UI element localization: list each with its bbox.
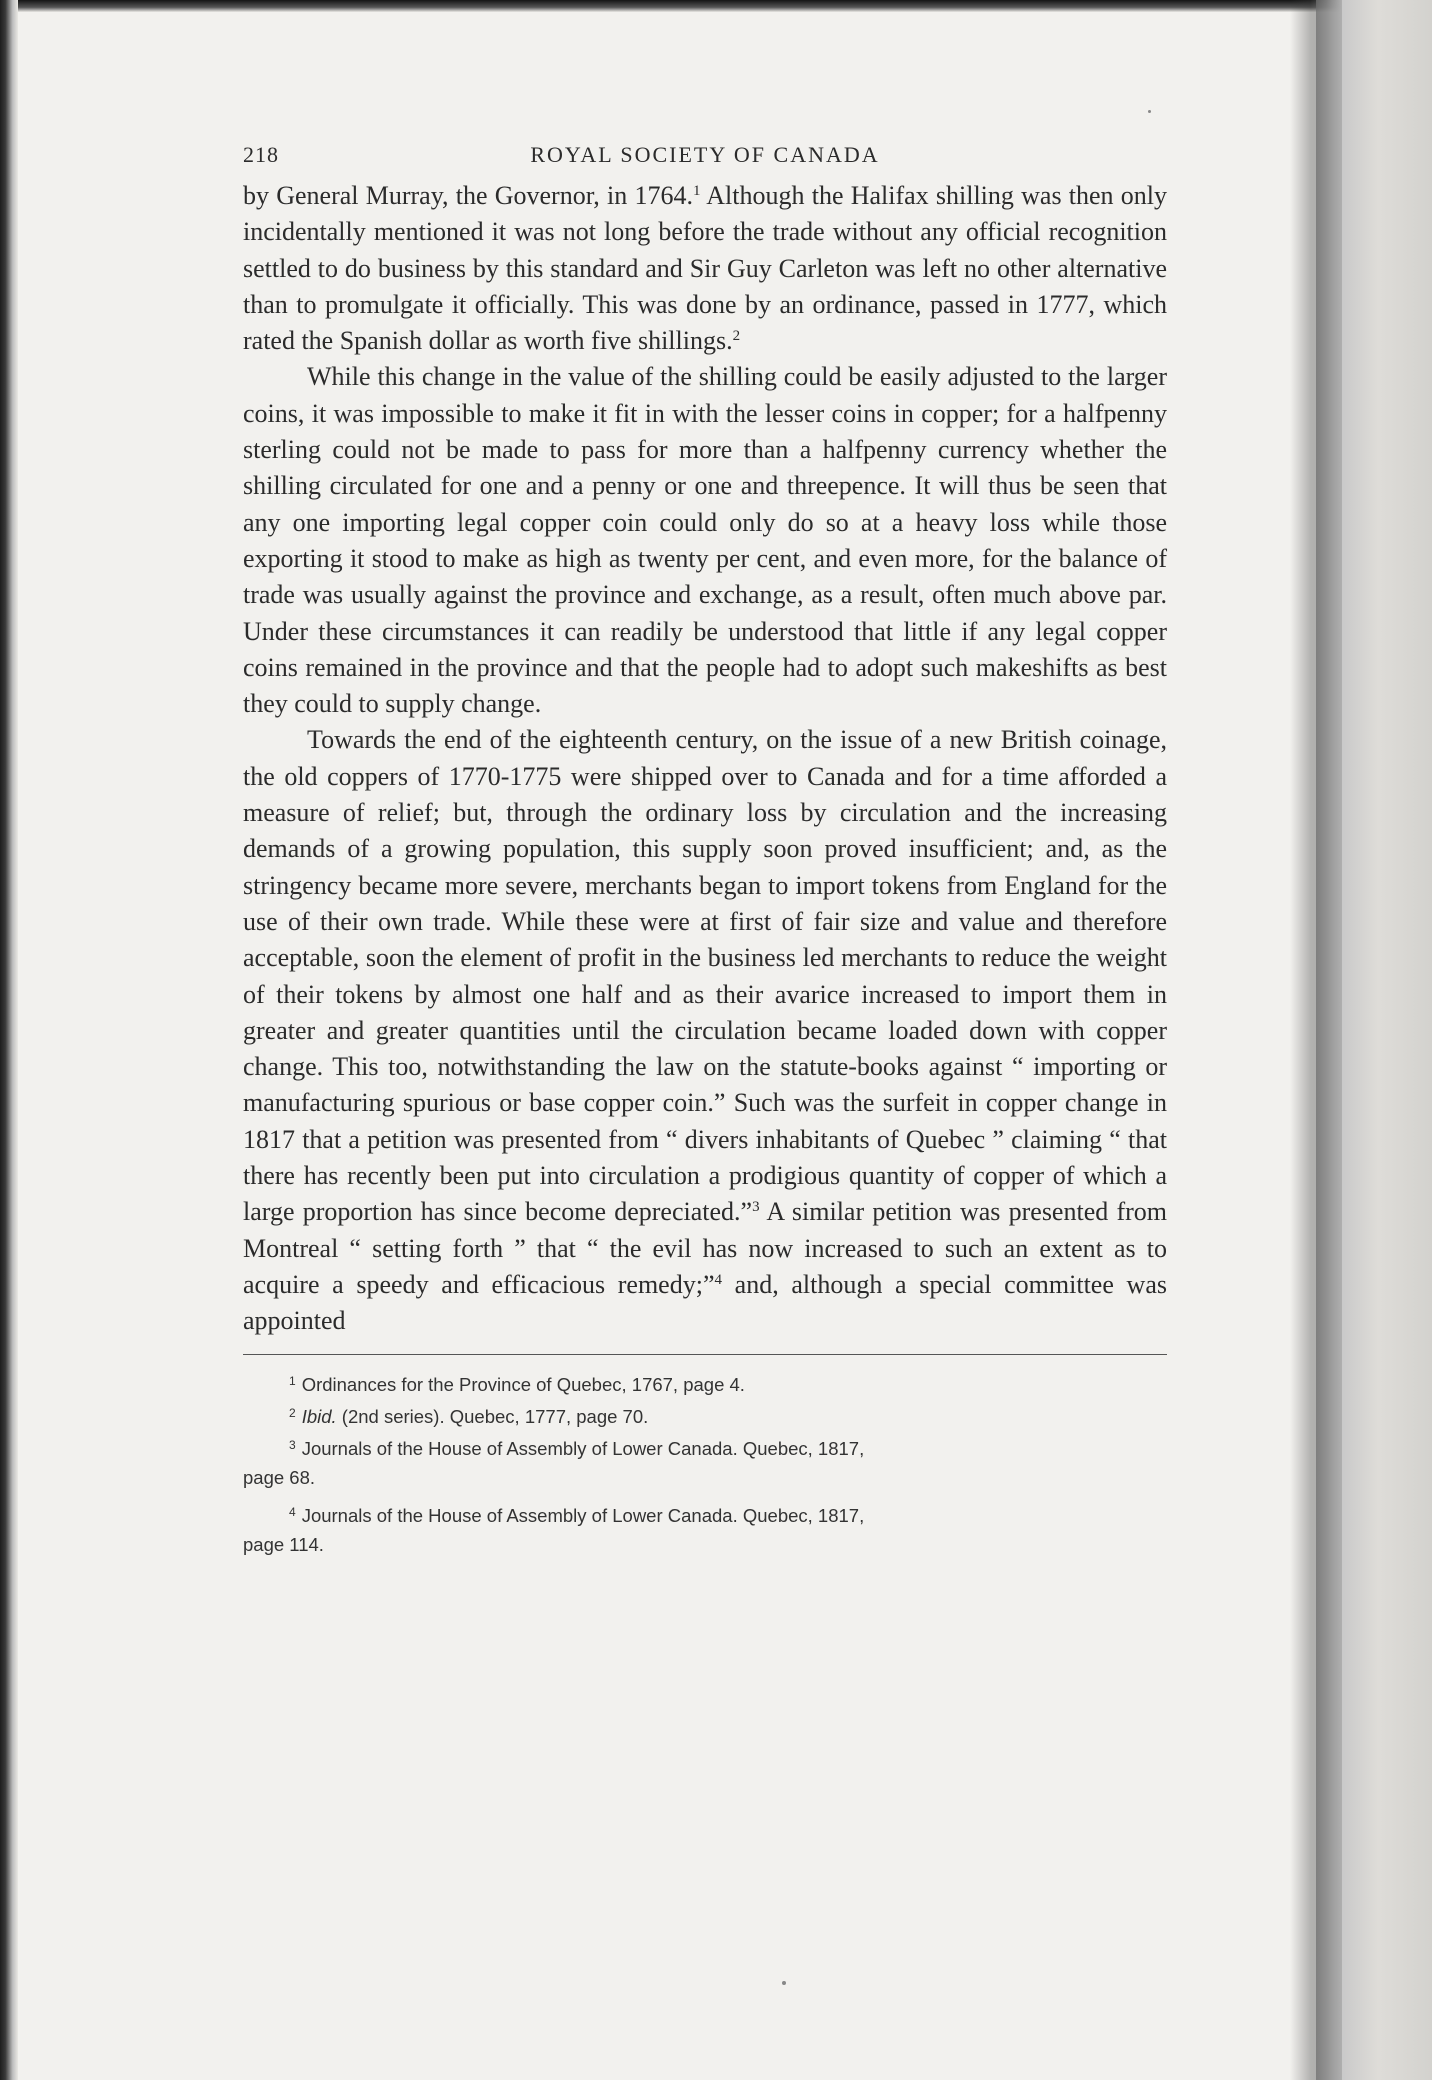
footnote-mark: 1 — [289, 1373, 296, 1388]
text-run: by General Murray, the Governor, in 1764. — [243, 181, 693, 210]
scan-left-edge — [0, 0, 18, 2080]
footnote — [243, 1367, 1167, 1399]
book-page — [243, 142, 1167, 1565]
text-run: Although the Halifax shilling was then only incidentally mentioned it was not long before the trade without any official recognition settled to do business by this standard and Sir Guy Carleton was left no other alternative than to promulgate it officially. This was done by an ordinance, passed in 1777, which rated the Spanish dollar as worth five shillings. — [243, 181, 1167, 356]
running-head — [243, 142, 1167, 178]
text-run: A similar petition was presented from Montreal “ setting forth ” that “ the evil has now increased to such an extent as to acquire a speedy and efficacious remedy;” — [243, 1197, 1167, 1299]
footnote-text: Journals of the House of Assembly of Lower Canada. Quebec, 1817, — [301, 1437, 865, 1459]
paper-speck — [782, 1981, 786, 1985]
footnote-rule — [243, 1354, 1167, 1355]
page-number: 218 — [243, 142, 279, 167]
text-run: and, although a special committee was appointed — [243, 1269, 1167, 1336]
paragraph — [243, 359, 1167, 722]
paper-speck — [1148, 110, 1151, 113]
footnote-line: page 68. — [243, 1466, 316, 1488]
footnotes — [243, 1367, 1167, 1559]
body-text — [243, 178, 1167, 1340]
footnote-ref: 4 — [714, 1271, 722, 1288]
footnote-line — [243, 1431, 1167, 1463]
scan-top-edge — [0, 0, 1432, 12]
text-run: While this change in the value of the shilling could be easily adjusted to the larger coins, it was impossible to make it fit in with the lesser coins in copper; for a halfpenny sterling could not be made to pass for more than a halfpenny currency whether the shilling circulated for one and a penny or one and threepence. It will thus be seen that any one importing legal copper coin could only do so at a heavy loss while those exporting it stood to make as high as twenty per cent, and even more, for the balance of trade was usually against the province and exchange, as a result, often much above par. Under these circumstances it can readily be understood that little if any legal copper coins remained in the province and that the people had to adopt such makeshifts as best they could to supply change. — [243, 362, 1167, 719]
footnote-line: page 114. — [243, 1533, 324, 1555]
footnote-text: Journals of the House of Assembly of Lower Canada. Quebec, 1817, — [301, 1504, 865, 1526]
footnote-mark: 2 — [289, 1405, 296, 1420]
footnote — [243, 1498, 1167, 1559]
footnote-ref: 1 — [692, 183, 701, 199]
footnote — [243, 1431, 1167, 1492]
running-title: ROYAL SOCIETY OF CANADA — [530, 142, 880, 167]
footnote-italic: Ibid. — [301, 1405, 337, 1427]
paragraph — [243, 178, 1167, 359]
footnote-line — [243, 1498, 1167, 1530]
paragraph — [243, 722, 1167, 1339]
footnote-mark: 4 — [289, 1504, 296, 1519]
facing-page-edge — [1342, 0, 1432, 2080]
text-run: Towards the end of the eighteenth century, on the issue of a new British coinage, the old coppers of 1770-1775 were shipped over to Canada and for a time afforded a measure of relief; but, through the ordinary loss by circulation and the increasing demands of a growing population, this supply soon proved insufficient; and, as the stringency became more severe, merchants began to import tokens from England for the use of their own trade. While these were at first of fair size and value and therefore acceptable, soon the element of profit in the business led merchants to reduce the weight of their tokens by almost one half and as their avarice increased to import them in greater and greater quantities until the circulation became loaded down with copper change. This too, notwithstanding the law on the statute-books against “ importing or manufacturing spurious or base copper coin.” Such was the surfeit in copper change in 1817 that a petition was presented from “ divers inhabitants of Quebec ” claiming “ that there has recently been put into circulation a prodigious quantity of copper of which a large proportion has since become depreciated.” — [243, 725, 1167, 1227]
footnote-ref: 3 — [752, 1199, 760, 1216]
footnote-text: Ordinances for the Province of Quebec, 1767, page 4. — [301, 1373, 745, 1395]
footnote-ref: 2 — [732, 328, 741, 345]
footnote — [243, 1399, 1167, 1431]
footnote-text: (2nd series). Quebec, 1777, page 70. — [336, 1405, 649, 1427]
footnote-mark: 3 — [289, 1437, 296, 1452]
